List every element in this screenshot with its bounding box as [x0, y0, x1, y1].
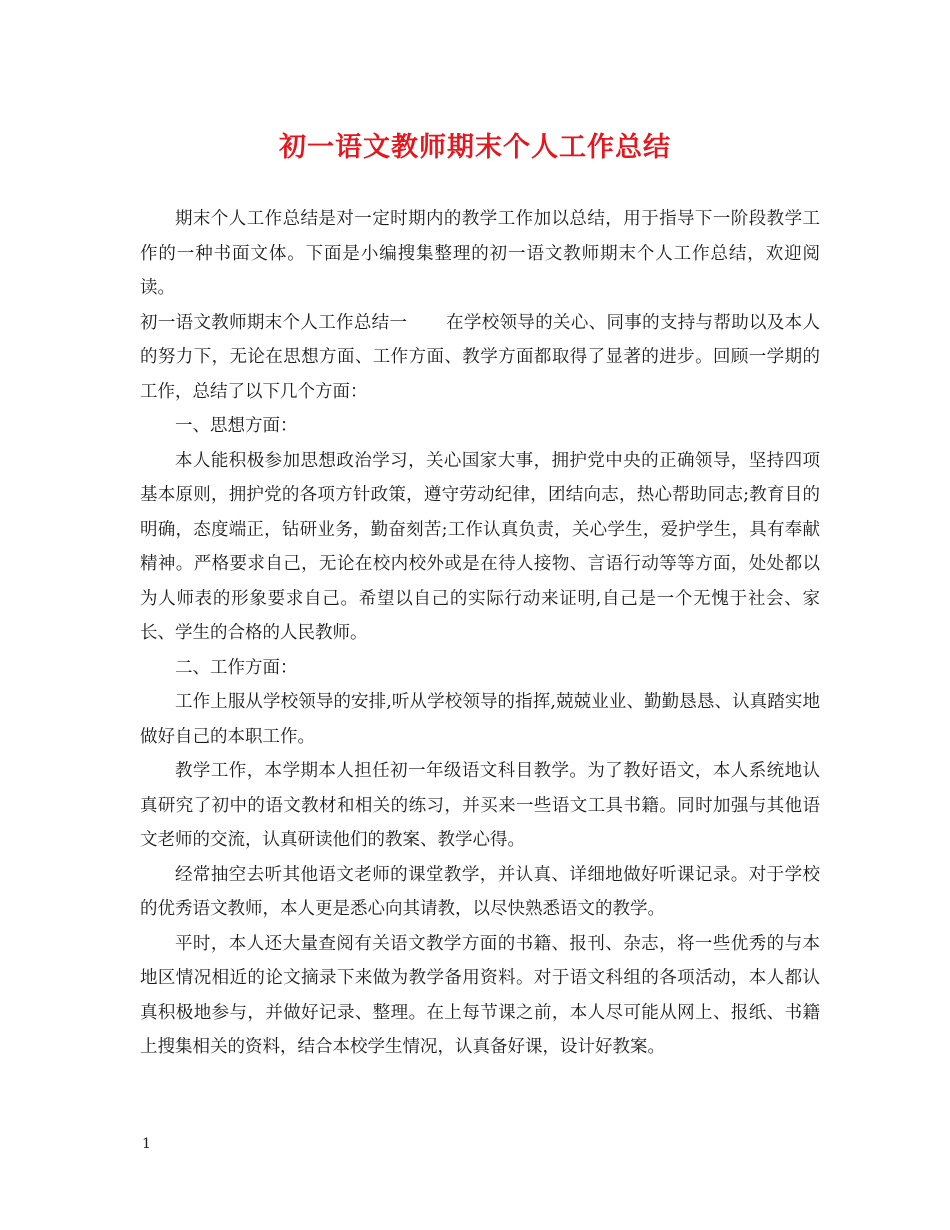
- paragraph-lesson-observation: 经常抽空去听其他语文老师的课堂教学，并认真、详细地做好听课记录。对于学校的优秀语文教师，本人更是悉心向其请教，以尽快熟悉语文的教学。: [140, 864, 820, 919]
- paragraph-teaching: 教学工作，本学期本人担任初一年级语文科目教学。为了教好语文，本人系统地认真研究了初中的语文教材和相关的练习，并买来一些语文工具书籍。同时加强与其他语文老师的交流，认真研读他们的教案、教学心得。: [140, 761, 820, 850]
- section-paragraph: [140, 306, 820, 410]
- paragraph-work-duty: 工作上服从学校领导的安排,听从学校领导的指挥,兢兢业业、勤勤恳恳、认真踏实地做好自己的本职工作。: [140, 692, 820, 747]
- paragraph-research: 平时，本人还大量查阅有关语文教学方面的书籍、报刊、杂志，将一些优秀的与本地区情况相近的论文摘录下来做为教学备用资料。对于语文科组的各项活动，本人都认真积极地参与，并做好记录、整理。在上每节课之前，本人尽可能从网上、报纸、书籍上搜集相关的资料，结合本校学生情况，认真备好课，设计好教案。: [140, 933, 820, 1057]
- document-body: [140, 202, 820, 1065]
- page-number: 1: [142, 1136, 151, 1152]
- heading-thought: 一、思想方面：: [175, 416, 298, 436]
- section-heading: 初一语文教师期末个人工作总结一: [140, 312, 408, 333]
- intro-paragraph: 期末个人工作总结是对一定时期内的教学工作加以总结，用于指导下一阶段教学工作的一种书面文体。下面是小编搜集整理的初一语文教师期末个人工作总结，欢迎阅读。: [140, 209, 820, 298]
- document-title: 初一语文教师期末个人工作总结: [279, 132, 671, 163]
- heading-work: 二、工作方面：: [175, 657, 298, 678]
- paragraph-thought: 本人能积极参加思想政治学习，关心国家大事，拥护党中央的正确领导，坚持四项基本原则，拥护党的各项方针政策，遵守劳动纪律，团结向志，热心帮助同志;教育目的明确，态度端正，钻研业务，勤奋刻苦;工作认真负责，关心学生，爱护学生，具有奉献精神。严格要求自己，无论在校内校外或是在待人接物、言语行动等等方面，处处都以为人师表的形象要求自己。希望以自己的实际行动来证明,自己是一个无愧于社会、家长、学生的合格的人民教师。: [140, 450, 820, 643]
- section-lead: 在学校领导的关心、同事的支持与帮助以及本人的努力下，无论在思想方面、工作方面、教学方面都取得了显著的进步。回顾一学期的工作，总结了以下几个方面：: [140, 312, 821, 402]
